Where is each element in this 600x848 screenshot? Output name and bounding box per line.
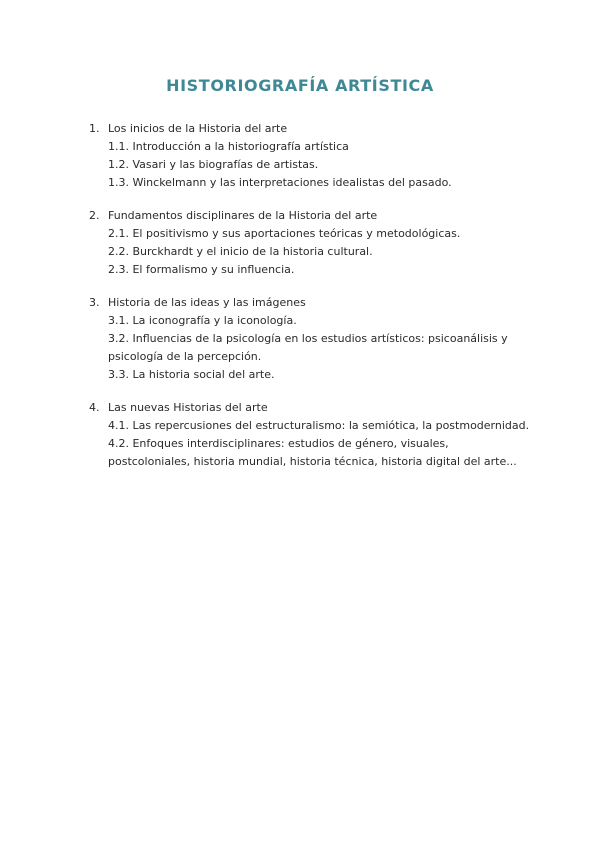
subsection-list [89, 417, 534, 471]
table-of-contents [89, 120, 534, 486]
section-number: 2. [89, 209, 100, 222]
subsection-item: 2.2. Burckhardt y el inicio de la historia cultural. [108, 245, 373, 258]
section-title: Fundamentos disciplinares de la Historia del arte [108, 209, 378, 222]
subsection-item: 2.1. El positivismo y sus aportaciones teóricas y metodológicas. [108, 227, 461, 240]
section-2 [89, 207, 534, 279]
subsection-item: 3.1. La iconografía y la iconología. [108, 314, 297, 327]
subsection-item: 3.3. La historia social del arte. [108, 368, 275, 381]
section-title: Historia de las ideas y las imágenes [108, 296, 306, 309]
section-3 [89, 294, 534, 384]
section-heading [89, 399, 534, 417]
section-number: 4. [89, 401, 100, 414]
section-heading [89, 207, 534, 225]
subsection-list [89, 312, 534, 384]
subsection-item: 1.1. Introducción a la historiografía artística [108, 140, 349, 153]
section-title: Las nuevas Historias del arte [108, 401, 268, 414]
document-title: HISTORIOGRAFÍA ARTÍSTICA [166, 76, 434, 95]
section-heading [89, 294, 534, 312]
subsection-item: 3.2. Influencias de la psicología en los estudios artísticos: psicoanálisis y psicología de la percepción. [108, 332, 508, 363]
subsection-item: 2.3. El formalismo y su influencia. [108, 263, 295, 276]
subsection-item: 1.3. Winckelmann y las interpretaciones idealistas del pasado. [108, 176, 452, 189]
section-1 [89, 120, 534, 192]
subsection-item: 4.2. Enfoques interdisciplinares: estudios de género, visuales, postcoloniales, historia mundial, historia técnica, historia digital del arte... [108, 437, 517, 468]
subsection-list [89, 225, 534, 279]
subsection-item: 4.1. Las repercusiones del estructuralismo: la semiótica, la postmodernidad. [108, 419, 530, 432]
subsection-item: 1.2. Vasari y las biografías de artistas. [108, 158, 319, 171]
section-number: 3. [89, 296, 100, 309]
section-number: 1. [89, 122, 100, 135]
section-4 [89, 399, 534, 471]
section-heading [89, 120, 534, 138]
subsection-list [89, 138, 534, 192]
section-title: Los inicios de la Historia del arte [108, 122, 288, 135]
